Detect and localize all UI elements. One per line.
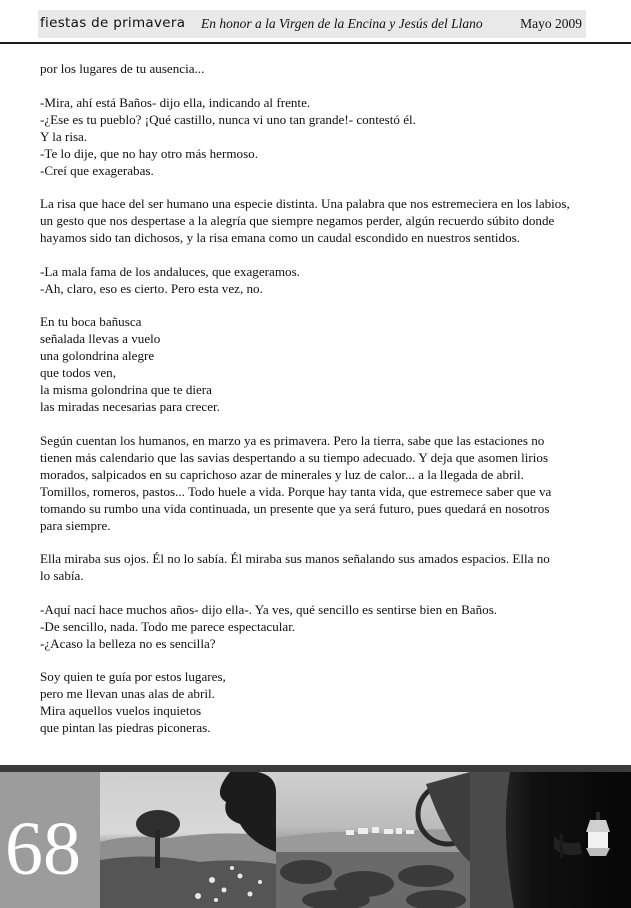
poem-line: las miradas necesarias para crecer. — [40, 399, 220, 414]
text-line: -La mala fama de los andaluces, que exageramos. — [40, 263, 300, 279]
landscape-photo-art — [100, 772, 276, 908]
poem-line: la misma golondrina que te diera — [40, 382, 212, 397]
text-line: -¿Acaso la belleza no es sencilla? — [40, 635, 216, 651]
publication-name: fiestas de primavera — [40, 15, 186, 31]
poem-line: Mira aquellos vuelos inquietos — [40, 703, 202, 718]
landscape-photo — [100, 772, 276, 908]
poem-line: una golondrina alegre — [40, 348, 155, 363]
header-subtitle: En honor a la Virgen de la Encina y Jesús del Llano — [201, 16, 483, 31]
village-rocks-photo — [276, 772, 470, 908]
paragraph — [40, 601, 587, 652]
text-line: hayamos sido tan dichosos, y la risa emana como un caudal escondido en nuestros sentidos. — [40, 230, 520, 245]
text-line: -Creí que exagerabas. — [40, 162, 154, 178]
issue-date: Mayo 2009 — [520, 16, 582, 31]
footer-top-bar — [0, 765, 631, 772]
text-line: Ella miraba sus ojos. Él no lo sabía. Él miraba sus manos señalando sus amados espacios. Ella no — [40, 551, 550, 566]
text-line: morados, salpicados en su caprichoso azar de minerales y luz de calor... a la llegada de abril. — [40, 466, 524, 482]
paragraph — [40, 432, 587, 534]
text-line: -Mira, ahí está Baños- dijo ella, indicando al frente. — [40, 94, 311, 110]
footer-photo-strip — [0, 765, 631, 908]
page-number: 68 — [5, 807, 81, 891]
paragraph — [40, 263, 587, 297]
poem-line: que todos ven, — [40, 365, 117, 380]
running-header — [38, 10, 586, 38]
text-line: un gesto que nos despertase a la alegría que siempre negamos perder, algún recuerdo súbito donde — [40, 213, 555, 228]
text-line: -¿Ese es tu pueblo? ¡Qué castillo, nunca vi uno tan grande!- contestó él. — [40, 111, 416, 127]
paragraph — [40, 60, 587, 77]
text-line: lo sabía. — [40, 568, 84, 583]
text-line: -De sencillo, nada. Todo me parece espectacular. — [40, 618, 296, 634]
text-line: -Ah, claro, eso es cierto. Pero esta vez, no. — [40, 280, 263, 296]
poem-stanza — [40, 668, 587, 736]
street-lamp-photo-art — [470, 772, 631, 908]
article-body — [40, 60, 587, 753]
poem-line: señalada llevas a vuelo — [40, 331, 161, 346]
poem-line: Soy quien te guía por estos lugares, — [40, 669, 226, 684]
text-line: Y la risa. — [40, 128, 88, 144]
text-line: tienen más calendario que las savias despertando a su tiempo adecuado. Y deja que asomen lirios — [40, 449, 549, 465]
poem-line: En tu boca bañusca — [40, 314, 142, 329]
paragraph — [40, 195, 587, 246]
text-line: por los lugares de tu ausencia... — [40, 61, 205, 76]
paragraph — [40, 550, 587, 584]
text-line: -Te lo dije, que no hay otro más hermoso. — [40, 145, 258, 161]
text-line: Tomillos, romeros, pastos... Todo huele a vida. Porque hay tanta vida, que estremece saber que va — [40, 483, 552, 499]
text-line: Según cuentan los humanos, en marzo ya es primavera. Pero la tierra, sabe que las estaciones no — [40, 432, 545, 448]
text-line: La risa que hace del ser humano una especie distinta. Una palabra que nos estremeciera en los labios, — [40, 196, 570, 211]
header-rule — [0, 42, 631, 44]
text-line: para siempre. — [40, 517, 111, 533]
page-number-block — [0, 772, 100, 908]
poem-stanza — [40, 313, 587, 415]
poem-line: que pintan las piedras piconeras. — [40, 720, 211, 735]
paragraph — [40, 94, 587, 179]
village-rocks-photo-art — [276, 772, 470, 908]
street-lamp-photo — [470, 772, 631, 908]
poem-line: pero me llevan unas alas de abril. — [40, 686, 215, 701]
text-line: -Aquí nací hace muchos años- dijo ella-. Ya ves, qué sencillo es sentirse bien en Baños. — [40, 601, 498, 617]
text-line: tomando su rumbo una vida continuada, un presente que ya será futuro, pues quedará en nosotros — [40, 500, 550, 516]
